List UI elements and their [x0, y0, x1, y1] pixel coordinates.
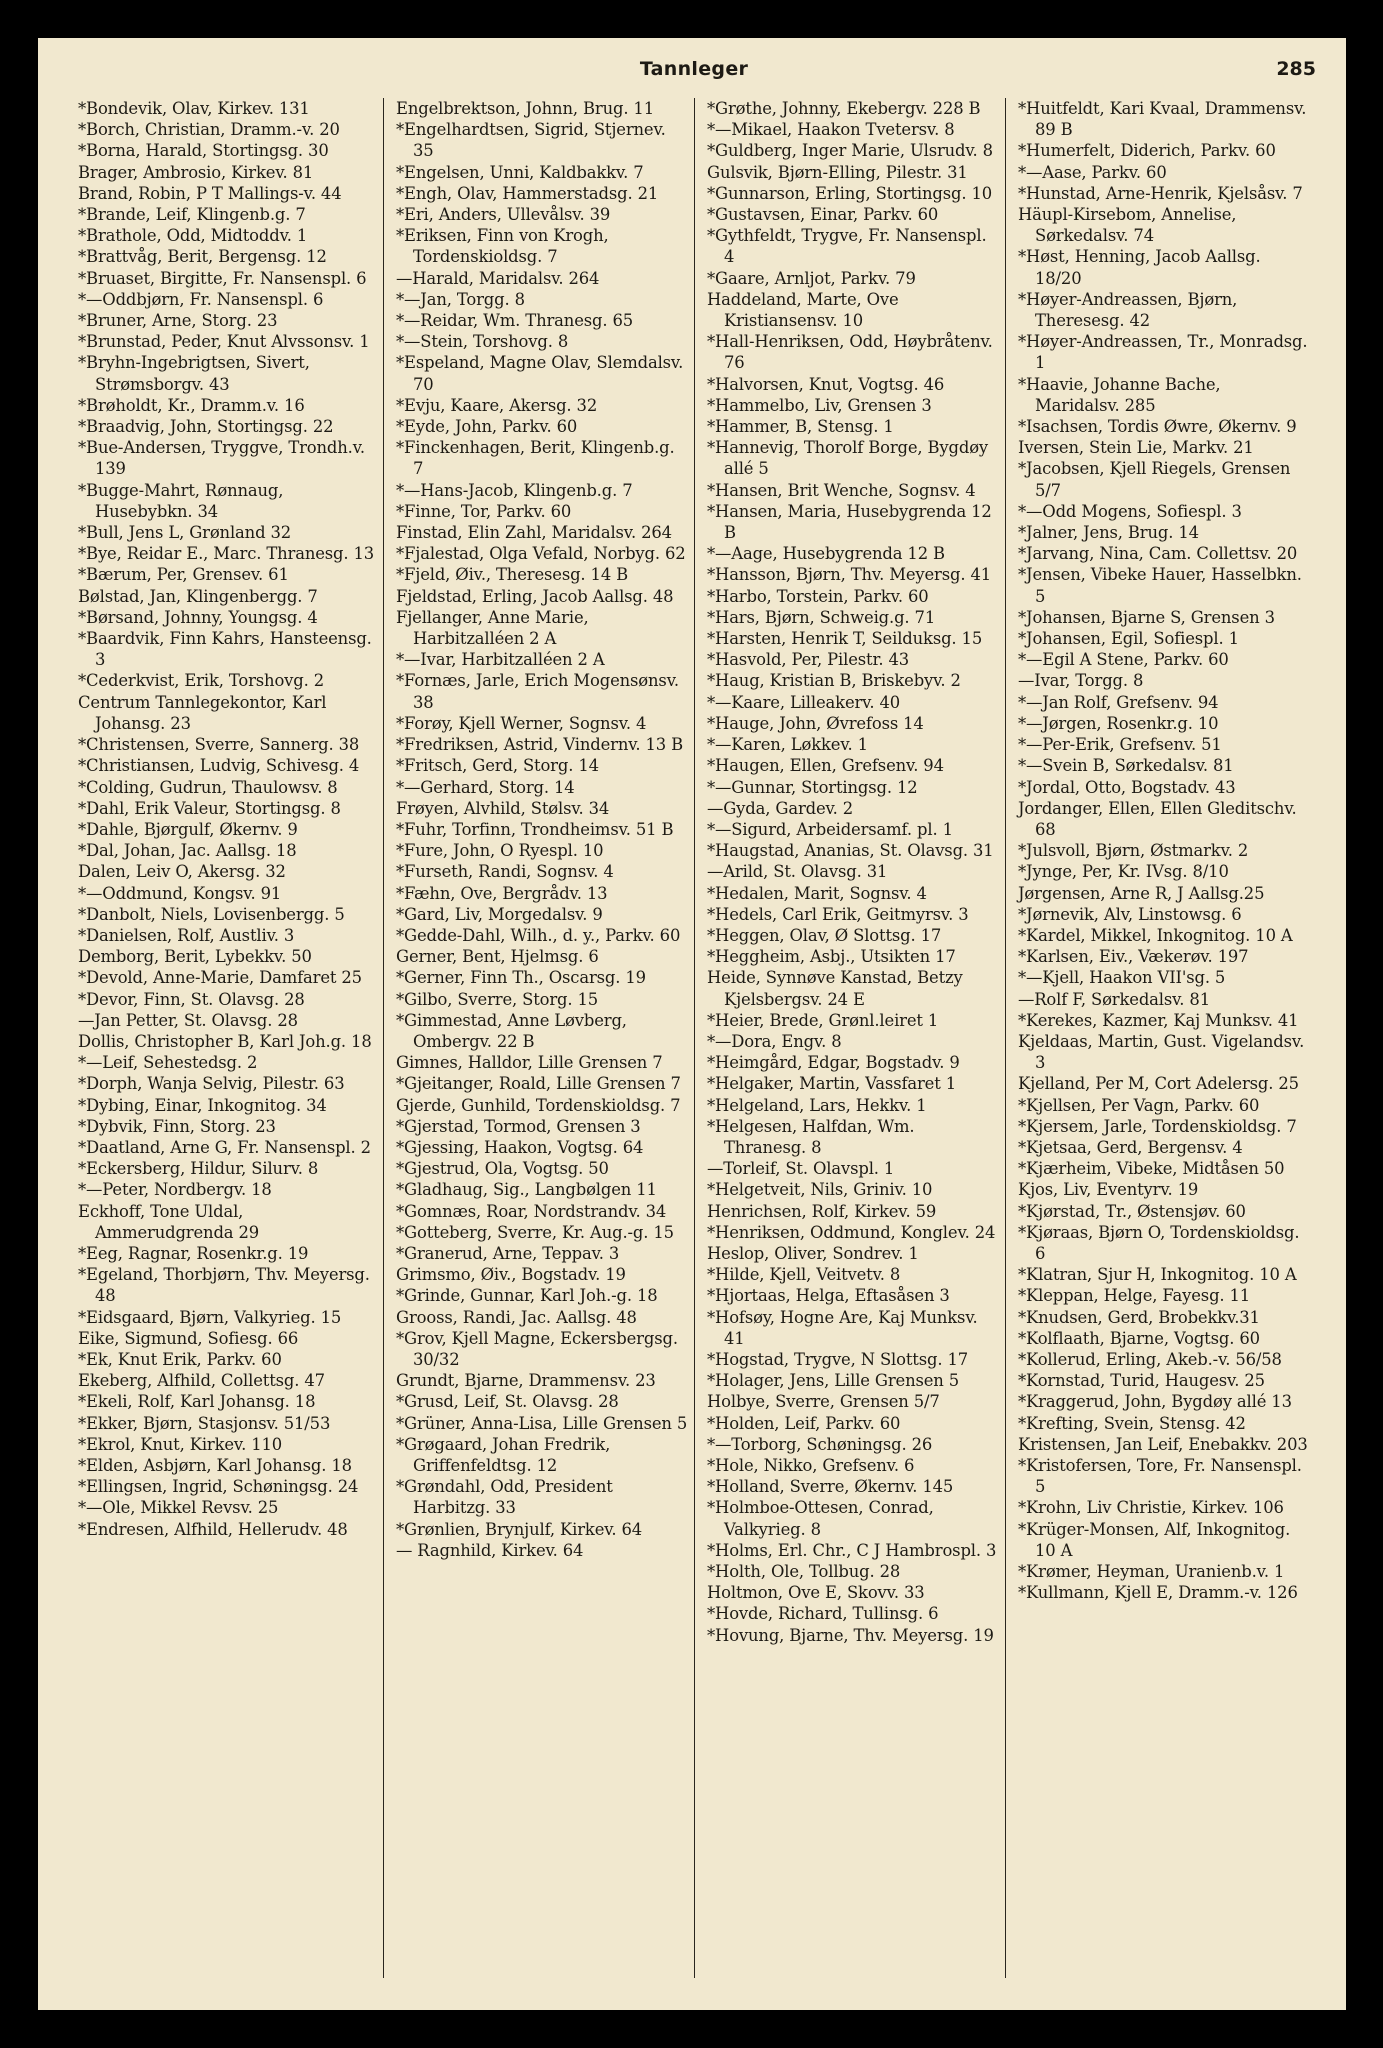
directory-entry: — Ragnhild, Kirkev. 64 — [396, 1540, 584, 1560]
directory-entry: Grooss, Randi, Jac. Aallsg. 48 — [396, 1307, 637, 1327]
column-1 — [72, 98, 383, 1978]
directory-entry: *Gjessing, Haakon, Vogtsg. 64 — [396, 1137, 644, 1157]
directory-entry: *Brunstad, Peder, Knut Alvssonsv. 1 — [78, 332, 370, 352]
directory-entry: *—Jan Rolf, Grefsenv. 94 — [1018, 692, 1219, 712]
directory-entry: —Ivar, Torgg. 8 — [1018, 671, 1144, 691]
directory-entry: *Colding, Gudrun, Thaulowsv. 8 — [78, 777, 338, 797]
directory-entry: *Hammelbo, Liv, Grensen 3 — [707, 395, 932, 415]
directory-entry: *—Ole, Mikkel Revsv. 25 — [78, 1498, 279, 1518]
directory-entry: *Bondevik, Olav, Kirkev. 131 — [78, 99, 310, 118]
directory-entry: *Kullmann, Kjell E, Dramm.-v. 126 — [1018, 1583, 1298, 1603]
directory-entry: *Hilde, Kjell, Veitvetv. 8 — [707, 1265, 901, 1285]
directory-entry: *Furseth, Randi, Sognsv. 4 — [396, 862, 614, 882]
directory-entry: *Kjærheim, Vibeke, Midtåsen 50 — [1018, 1159, 1285, 1179]
directory-entry: Häupl-Kirsebom, Annelise, Sørkedalsv. 74 — [1018, 205, 1237, 246]
directory-entry: *Gjestrud, Ola, Vogtsg. 50 — [396, 1159, 609, 1179]
directory-entry: *Kjellsen, Per Vagn, Parkv. 60 — [1018, 1095, 1260, 1115]
directory-entry: *Hovde, Richard, Tullinsg. 6 — [707, 1604, 939, 1624]
directory-entry: *Cederkvist, Erik, Torshovg. 2 — [78, 671, 325, 691]
directory-entry: *Gedde-Dahl, Wilh., d. y., Parkv. 60 — [396, 925, 681, 945]
directory-entry: *Bye, Reidar E., Marc. Thranesg. 13 — [78, 544, 375, 564]
directory-entry: *Kardel, Mikkel, Inkognitog. 10 A — [1018, 925, 1293, 945]
directory-entry: *—Aage, Husebygrenda 12 B — [707, 544, 945, 564]
directory-entry: *—Jørgen, Rosenkr.g. 10 — [1018, 713, 1219, 733]
directory-columns — [72, 98, 1316, 1978]
directory-entry: *Krohn, Liv Christie, Kirkev. 106 — [1018, 1498, 1284, 1518]
directory-entry: *—Stein, Torshovg. 8 — [396, 332, 569, 352]
directory-entry: *Bull, Jens L, Grønland 32 — [78, 523, 292, 543]
directory-entry: *Engelhardtsen, Sigrid, Stjernev. 35 — [396, 120, 666, 161]
directory-entry: *Gjeitanger, Roald, Lille Grensen 7 — [396, 1074, 681, 1094]
directory-entry: *—Odd Mogens, Sofiespl. 3 — [1018, 501, 1242, 521]
directory-entry: *Krømer, Heyman, Uranienb.v. 1 — [1018, 1562, 1285, 1582]
directory-entry: Gerner, Bent, Hjelmsg. 6 — [396, 947, 599, 967]
directory-entry: *Holth, Ole, Tollbug. 28 — [707, 1562, 901, 1582]
directory-entry: *Grüner, Anna-Lisa, Lille Grensen 5 — [396, 1413, 688, 1433]
column-4 — [1005, 98, 1316, 1978]
directory-entry: *Hjortaas, Helga, Eftasåsen 3 — [707, 1286, 950, 1306]
directory-entry: *Egeland, Thorbjørn, Thv. Meyersg. 48 — [78, 1265, 370, 1306]
directory-entry: *Finckenhagen, Berit, Klingenb.g. 7 — [396, 438, 675, 479]
directory-entry: *—Mikael, Haakon Tvetersv. 8 — [707, 120, 955, 140]
column-3 — [694, 98, 1005, 1978]
directory-entry: *—Egil A Stene, Parkv. 60 — [1018, 650, 1229, 670]
directory-entry: *Jensen, Vibeke Hauer, Hasselbkn. 5 — [1018, 565, 1302, 606]
directory-entry: *Henriksen, Oddmund, Konglev. 24 — [707, 1222, 996, 1242]
directory-entry: *Grøndahl, Odd, President Harbitzg. 33 — [396, 1477, 613, 1518]
directory-entry: Brand, Robin, P T Mallings-v. 44 — [78, 183, 342, 203]
directory-entry: *Brathole, Odd, Midtoddv. 1 — [78, 226, 308, 246]
column-2 — [383, 98, 694, 1978]
directory-entry: Kristensen, Jan Leif, Enebakkv. 203 — [1018, 1434, 1308, 1454]
directory-entry: *Elden, Asbjørn, Karl Johansg. 18 — [78, 1456, 352, 1475]
directory-entry: *Brattvåg, Berit, Bergensg. 12 — [78, 247, 327, 267]
directory-entry: *Danbolt, Niels, Lovisenbergg. 5 — [78, 904, 345, 924]
directory-entry: Fjeldstad, Erling, Jacob Aallsg. 48 — [396, 586, 674, 606]
directory-entry: *Helgesen, Halfdan, Wm. Thranesg. 8 — [707, 1116, 915, 1157]
directory-entry: *Klatran, Sjur H, Inkognitog. 10 A — [1018, 1265, 1297, 1285]
directory-entry: *Høst, Henning, Jacob Aallsg. 18/20 — [1018, 247, 1261, 288]
directory-entry: *Helgeland, Lars, Hekkv. 1 — [707, 1095, 927, 1115]
directory-entry: Eike, Sigmund, Sofiesg. 66 — [78, 1328, 299, 1348]
directory-entry: —Arild, St. Olavsg. 31 — [707, 862, 888, 882]
directory-entry: *Kleppan, Helge, Fayesg. 11 — [1018, 1286, 1251, 1306]
directory-entry: *—Kaare, Lilleakerv. 40 — [707, 692, 901, 712]
directory-entry: *Fjeld, Øiv., Theresesg. 14 B — [396, 565, 629, 585]
directory-entry: *Forøy, Kjell Werner, Sognsv. 4 — [396, 713, 647, 733]
directory-entry: *Hedels, Carl Erik, Geitmyrsv. 3 — [707, 904, 969, 924]
directory-entry: *Kjørstad, Tr., Østensjøv. 60 — [1018, 1201, 1246, 1221]
directory-entry: *Holmboe-Ottesen, Conrad, Valkyrieg. 8 — [707, 1498, 934, 1539]
directory-entry: *—Hans-Jacob, Klingenb.g. 7 — [396, 480, 633, 500]
directory-entry: *Ekeli, Rolf, Karl Johansg. 18 — [78, 1392, 316, 1412]
directory-entry: *Dorph, Wanja Selvig, Pilestr. 63 — [78, 1074, 345, 1094]
directory-entry: Kjeldaas, Martin, Gust. Vigelandsv. 3 — [1018, 1031, 1305, 1073]
directory-entry: *Hedalen, Marit, Sognsv. 4 — [707, 883, 927, 903]
directory-entry: *Eidsgaard, Bjørn, Valkyrieg. 15 — [78, 1307, 342, 1327]
directory-entry: *—Leif, Sehestedsg. 2 — [78, 1053, 258, 1073]
directory-entry: *Harbo, Torstein, Parkv. 60 — [707, 586, 929, 606]
directory-entry: Centrum Tannlegekontor, Karl Johansg. 23 — [78, 692, 327, 733]
directory-entry: —Jan Petter, St. Olavsg. 28 — [78, 1010, 298, 1030]
directory-entry: *Grusd, Leif, St. Olavsg. 28 — [396, 1392, 619, 1412]
directory-entry: *Hauge, John, Øvrefoss 14 — [707, 713, 924, 733]
directory-entry: *Fæhn, Ove, Bergrådv. 13 — [396, 883, 608, 903]
directory-entry: *Gilbo, Sverre, Storg. 15 — [396, 989, 599, 1009]
directory-entry: *Fure, John, O Ryespl. 10 — [396, 841, 604, 861]
directory-entry: Holtmon, Ove E, Skovv. 33 — [707, 1583, 925, 1603]
directory-entry: *Kjøraas, Bjørn O, Tordenskioldsg. 6 — [1018, 1222, 1300, 1263]
directory-entry: *Grinde, Gunnar, Karl Joh.-g. 18 — [396, 1286, 658, 1306]
directory-entry: *Bruaset, Birgitte, Fr. Nansenspl. 6 — [78, 268, 367, 288]
directory-entry: *Krüger-Monsen, Alf, Inkognitog. 10 A — [1018, 1519, 1291, 1560]
directory-entry: Eckhoff, Tone Uldal, Ammerudgrenda 29 — [78, 1201, 260, 1242]
directory-entry: *Jarvang, Nina, Cam. Collettsv. 20 — [1018, 544, 1298, 564]
directory-entry: *Bue-Andersen, Tryggve, Trondh.v. 139 — [78, 438, 365, 479]
directory-entry: *—Ivar, Harbitzalléen 2 A — [396, 650, 605, 670]
directory-entry: *Danielsen, Rolf, Austliv. 3 — [78, 925, 295, 945]
directory-entry: *Engh, Olav, Hammerstadsg. 21 — [396, 183, 659, 203]
directory-entry: *—Peter, Nordbergv. 18 — [78, 1180, 272, 1200]
directory-entry: *Karlsen, Eiv., Vækerøv. 197 — [1018, 947, 1249, 967]
directory-entry: Gjerde, Gunhild, Tordenskioldsg. 7 — [396, 1095, 681, 1115]
directory-entry: Kjelland, Per M, Cort Adelersg. 25 — [1018, 1074, 1299, 1094]
directory-entry: *Fjalestad, Olga Vefald, Norbyg. 62 — [396, 544, 686, 564]
directory-entry: *Gaare, Arnljot, Parkv. 79 — [707, 268, 916, 288]
directory-entry: *Fornæs, Jarle, Erich Mogensønsv. 38 — [396, 671, 679, 712]
directory-entry: Grimsmo, Øiv., Bogstadv. 19 — [396, 1265, 626, 1285]
directory-entry: *Engelsen, Unni, Kaldbakkv. 7 — [396, 162, 644, 182]
directory-entry: Heide, Synnøve Kanstad, Betzy Kjelsbergsv. 24 E — [707, 968, 963, 1009]
directory-entry: —Harald, Maridalsv. 264 — [396, 268, 600, 288]
directory-entry: *—Oddbjørn, Fr. Nansenspl. 6 — [78, 289, 324, 309]
directory-entry: *Dahl, Erik Valeur, Stortingsg. 8 — [78, 798, 341, 818]
directory-entry: *Ekker, Bjørn, Stasjonsv. 51/53 — [78, 1413, 331, 1433]
directory-entry: *Høyer-Andreassen, Tr., Monradsg. 1 — [1018, 332, 1308, 373]
directory-entry: *Johansen, Egil, Sofiespl. 1 — [1018, 629, 1239, 649]
directory-entry: *Ellingsen, Ingrid, Schøningsg. 24 — [78, 1477, 359, 1497]
directory-entry: *Kristofersen, Tore, Fr. Nansenspl. 5 — [1018, 1456, 1302, 1497]
directory-entry: *Hars, Bjørn, Schweig.g. 71 — [707, 607, 936, 627]
directory-entry: *—Torborg, Schøningsg. 26 — [707, 1434, 933, 1454]
directory-entry: *Dahle, Bjørgulf, Økernv. 9 — [78, 819, 298, 839]
directory-entry: *Brøholdt, Kr., Dramm.v. 16 — [78, 395, 305, 415]
directory-entry: *Borch, Christian, Dramm.-v. 20 — [78, 120, 340, 140]
directory-entry: Frøyen, Alvhild, Stølsv. 34 — [396, 798, 610, 818]
directory-entry: *Kollerud, Erling, Akeb.-v. 56/58 — [1018, 1349, 1282, 1369]
directory-entry: Gimnes, Halldor, Lille Grensen 7 — [396, 1053, 663, 1073]
directory-entry: Ekeberg, Alfhild, Collettsg. 47 — [78, 1371, 325, 1391]
directory-entry: *—Kjell, Haakon VII'sg. 5 — [1018, 968, 1226, 988]
directory-entry: *Jordal, Otto, Bogstadv. 43 — [1018, 777, 1236, 797]
directory-entry: *—Gunnar, Stortingsg. 12 — [707, 777, 918, 797]
directory-entry: *Devor, Finn, St. Olavsg. 28 — [78, 989, 305, 1009]
directory-entry: *Hofsøy, Hogne Are, Kaj Munksv. 41 — [707, 1307, 978, 1348]
directory-entry: Dalen, Leiv O, Akersg. 32 — [78, 862, 286, 882]
directory-entry: *—Gerhard, Storg. 14 — [396, 777, 575, 797]
directory-entry: *Bryhn-Ingebrigtsen, Sivert, Strømsborgv. 43 — [78, 353, 310, 394]
directory-entry: Brager, Ambrosio, Kirkev. 81 — [78, 162, 314, 182]
directory-entry: Iversen, Stein Lie, Markv. 21 — [1018, 438, 1254, 458]
directory-entry: *Ek, Knut Erik, Parkv. 60 — [78, 1349, 282, 1369]
directory-entry: *Fritsch, Gerd, Storg. 14 — [396, 756, 599, 776]
directory-entry: *Fredriksen, Astrid, Vindernv. 13 B — [396, 735, 684, 755]
directory-entry: *Gunnarson, Erling, Stortingsg. 10 — [707, 183, 993, 203]
directory-entry: *Hall-Henriksen, Odd, Høybråtenv. 76 — [707, 332, 993, 373]
directory-entry: *Jacobsen, Kjell Riegels, Grensen 5/7 — [1018, 459, 1291, 500]
directory-entry: *Eriksen, Finn von Krogh, Tordenskioldsg. 7 — [396, 226, 609, 267]
directory-entry: *Holland, Sverre, Økernv. 145 — [707, 1477, 954, 1497]
directory-entry: *Børsand, Johnny, Youngsg. 4 — [78, 607, 318, 627]
directory-entry: Finstad, Elin Zahl, Maridalsv. 264 — [396, 523, 672, 543]
directory-entry: Fjellanger, Anne Marie, Harbitzalléen 2 A — [396, 607, 589, 649]
directory-entry: *Halvorsen, Knut, Vogtsg. 46 — [707, 374, 945, 394]
directory-entry: *Johansen, Bjarne S, Grensen 3 — [1018, 607, 1275, 627]
directory-entry: *Holager, Jens, Lille Grensen 5 — [707, 1371, 960, 1391]
directory-entry: *Gomnæs, Roar, Nordstrandv. 34 — [396, 1201, 667, 1221]
directory-entry: *Bruner, Arne, Storg. 23 — [78, 311, 278, 331]
directory-entry: *Espeland, Magne Olav, Slemdalsv. 70 — [396, 353, 684, 394]
directory-entry: Jørgensen, Arne R, J Aallsg.25 — [1018, 883, 1265, 903]
directory-entry: Demborg, Berit, Lybekkv. 50 — [78, 947, 312, 967]
page-header — [72, 58, 1316, 98]
directory-entry: *Gimmestad, Anne Løvberg, Ombergv. 22 B — [396, 1010, 627, 1051]
directory-entry: *Krefting, Svein, Stensg. 42 — [1018, 1413, 1246, 1433]
directory-entry: *Christiansen, Ludvig, Schivesg. 4 — [78, 756, 360, 776]
directory-entry: *Haug, Kristian B, Briskebyv. 2 — [707, 671, 961, 691]
directory-entry: *Heier, Brede, Grønl.leiret 1 — [707, 1010, 939, 1030]
directory-entry: *Knudsen, Gerd, Brobekkv.31 — [1018, 1307, 1260, 1327]
directory-entry: *Gerner, Finn Th., Oscarsg. 19 — [396, 968, 646, 988]
directory-entry: *Humerfelt, Diderich, Parkv. 60 — [1018, 141, 1276, 161]
directory-entry: *Gard, Liv, Morgedalsv. 9 — [396, 904, 603, 924]
directory-entry: Gulsvik, Bjørn-Elling, Pilestr. 31 — [707, 162, 968, 182]
directory-entry: *Kjersem, Jarle, Tordenskioldsg. 7 — [1018, 1116, 1297, 1136]
directory-entry: *Bærum, Per, Grensev. 61 — [78, 565, 289, 585]
page-title: Tannleger — [639, 58, 749, 80]
directory-entry: *Dybing, Einar, Inkognitog. 34 — [78, 1095, 327, 1115]
directory-entry: *Holms, Erl. Chr., C J Hambrospl. 3 — [707, 1540, 997, 1560]
directory-entry: Holbye, Sverre, Grensen 5/7 — [707, 1392, 940, 1412]
directory-entry: Bølstad, Jan, Klingenbergg. 7 — [78, 586, 318, 606]
directory-entry: *Heggheim, Asbj., Utsikten 17 — [707, 947, 956, 967]
directory-entry: *Evju, Kaare, Akersg. 32 — [396, 395, 598, 415]
directory-entry: *Grøgaard, Johan Fredrik, Griffenfeldtsg. 12 — [396, 1434, 611, 1475]
directory-entry: *Daatland, Arne G, Fr. Nansenspl. 2 — [78, 1137, 371, 1157]
directory-entry: *Kjetsaa, Gerd, Bergensv. 4 — [1018, 1137, 1243, 1157]
directory-entry: *Finne, Tor, Parkv. 60 — [396, 501, 572, 521]
directory-entry: Grundt, Bjarne, Drammensv. 23 — [396, 1371, 656, 1391]
directory-entry: *Helgaker, Martin, Vassfaret 1 — [707, 1074, 957, 1094]
directory-entry: Engelbrektson, Johnn, Brug. 11 — [396, 99, 654, 118]
directory-entry: *—Svein B, Sørkedalsv. 81 — [1018, 756, 1234, 776]
directory-entry: *Grøthe, Johnny, Ekebergv. 228 B — [707, 99, 981, 118]
directory-entry: *Kolflaath, Bjarne, Vogtsg. 60 — [1018, 1328, 1260, 1348]
directory-entry: *Gotteberg, Sverre, Kr. Aug.-g. 15 — [396, 1222, 674, 1242]
directory-entry: *Hansson, Bjørn, Thv. Meyersg. 41 — [707, 565, 992, 585]
directory-entry: *Grov, Kjell Magne, Eckersbergsg. 30/32 — [396, 1328, 678, 1369]
directory-entry: *—Dora, Engv. 8 — [707, 1031, 842, 1051]
directory-entry: Haddeland, Marte, Ove Kristiansensv. 10 — [707, 289, 899, 331]
page-number: 285 — [1276, 58, 1316, 80]
directory-entry: *Hovung, Bjarne, Thv. Meyersg. 19 — [707, 1625, 994, 1645]
directory-entry: *—Karen, Løkkev. 1 — [707, 735, 868, 755]
directory-entry: *Granerud, Arne, Teppav. 3 — [396, 1243, 620, 1263]
directory-entry: *Haugstad, Ananias, St. Olavsg. 31 — [707, 841, 994, 861]
directory-entry: *Guldberg, Inger Marie, Ulsrudv. 8 — [707, 141, 993, 161]
directory-entry: *Christensen, Sverre, Sannerg. 38 — [78, 735, 360, 755]
directory-entry: Kjos, Liv, Eventyrv. 19 — [1018, 1180, 1199, 1200]
directory-entry: *Hunstad, Arne-Henrik, Kjelsåsv. 7 — [1018, 183, 1303, 203]
directory-entry: *—Per-Erik, Grefsenv. 51 — [1018, 735, 1222, 755]
directory-entry: *Kornstad, Turid, Haugesv. 25 — [1018, 1371, 1265, 1391]
directory-entry: *Jørnevik, Alv, Linstowsg. 6 — [1018, 904, 1242, 924]
directory-entry: —Gyda, Gardev. 2 — [707, 798, 854, 818]
directory-entry: *Gjerstad, Tormod, Grensen 3 — [396, 1116, 641, 1136]
directory-entry: *Jalner, Jens, Brug. 14 — [1018, 523, 1199, 543]
directory-entry: *Haugen, Ellen, Grefsenv. 94 — [707, 756, 944, 776]
directory-entry: *Bugge-Mahrt, Rønnaug, Husebybkn. 34 — [78, 480, 284, 521]
directory-entry: *Brande, Leif, Klingenb.g. 7 — [78, 205, 306, 225]
directory-entry: *Devold, Anne-Marie, Damfaret 25 — [78, 968, 362, 988]
directory-entry: *Braadvig, John, Stortingsg. 22 — [78, 417, 334, 437]
directory-entry: *—Aase, Parkv. 60 — [1018, 162, 1167, 182]
directory-entry: —Torleif, St. Olavspl. 1 — [707, 1159, 895, 1179]
directory-entry: *Harsten, Henrik T, Seilduksg. 15 — [707, 629, 983, 649]
directory-entry: *Hansen, Brit Wenche, Sognsv. 4 — [707, 480, 976, 500]
directory-entry: *Julsvoll, Bjørn, Østmarkv. 2 — [1018, 841, 1249, 861]
directory-entry: *Hogstad, Trygve, N Slottsg. 17 — [707, 1349, 969, 1369]
directory-entry: *Kerekes, Kazmer, Kaj Munksv. 41 — [1018, 1010, 1299, 1030]
directory-entry: *Helgetveit, Nils, Griniv. 10 — [707, 1180, 933, 1200]
directory-entry: Henrichsen, Rolf, Kirkev. 59 — [707, 1201, 937, 1221]
directory-entry: *Gustavsen, Einar, Parkv. 60 — [707, 205, 939, 225]
directory-entry: *Fuhr, Torfinn, Trondheimsv. 51 B — [396, 819, 674, 839]
directory-entry: *Heimgård, Edgar, Bogstadv. 9 — [707, 1053, 960, 1073]
directory-entry: *Isachsen, Tordis Øwre, Økernv. 9 — [1018, 417, 1297, 437]
directory-entry: Jordanger, Ellen, Ellen Gleditschv. 68 — [1018, 798, 1297, 839]
directory-entry: *Grønlien, Brynjulf, Kirkev. 64 — [396, 1519, 643, 1539]
directory-entry: *Holden, Leif, Parkv. 60 — [707, 1413, 901, 1433]
directory-entry: *Endresen, Alfhild, Hellerudv. 48 — [78, 1519, 348, 1539]
directory-entry: *Huitfeldt, Kari Kvaal, Drammensv. 89 B — [1018, 99, 1307, 140]
directory-entry: *Gythfeldt, Trygve, Fr. Nansenspl. 4 — [707, 226, 987, 267]
directory-entry: *Høyer-Andreassen, Bjørn, Theresesg. 42 — [1018, 289, 1238, 331]
directory-entry: *Hammer, B, Stensg. 1 — [707, 417, 894, 437]
directory-entry: *Gladhaug, Sig., Langbølgen 11 — [396, 1180, 657, 1200]
directory-entry: *—Sigurd, Arbeidersamf. pl. 1 — [707, 819, 953, 839]
directory-entry: *Eyde, John, Parkv. 60 — [396, 417, 578, 437]
directory-entry: *Haavie, Johanne Bache, Maridalsv. 285 — [1018, 374, 1221, 415]
directory-entry: *Hole, Nikko, Grefsenv. 6 — [707, 1456, 915, 1475]
directory-entry: *Hansen, Maria, Husebygrenda 12 B — [707, 501, 992, 543]
directory-entry: *Borna, Harald, Stortingsg. 30 — [78, 141, 329, 161]
directory-entry: *—Oddmund, Kongsv. 91 — [78, 883, 282, 903]
directory-page — [38, 38, 1346, 2010]
directory-entry: *Hasvold, Per, Pilestr. 43 — [707, 650, 910, 670]
directory-entry: —Rolf F, Sørkedalsv. 81 — [1018, 989, 1210, 1009]
directory-entry: *Dybvik, Finn, Storg. 23 — [78, 1116, 276, 1136]
directory-entry: *Ekrol, Knut, Kirkev. 110 — [78, 1434, 283, 1454]
directory-entry: *Kraggerud, John, Bygdøy allé 13 — [1018, 1392, 1292, 1412]
directory-entry: *Eri, Anders, Ullevålsv. 39 — [396, 205, 611, 225]
directory-entry: *Dal, Johan, Jac. Aallsg. 18 — [78, 841, 297, 861]
directory-entry: *—Reidar, Wm. Thranesg. 65 — [396, 311, 634, 331]
directory-entry: *Baardvik, Finn Kahrs, Hansteensg. 3 — [78, 629, 372, 670]
directory-entry: *Heggen, Olav, Ø Slottsg. 17 — [707, 925, 942, 945]
directory-entry: *Jynge, Per, Kr. IVsg. 8/10 — [1018, 862, 1229, 882]
directory-entry: Dollis, Christopher B, Karl Joh.g. 18 — [78, 1031, 372, 1051]
directory-entry: *Eeg, Ragnar, Rosenkr.g. 19 — [78, 1243, 309, 1263]
directory-entry: *—Jan, Torgg. 8 — [396, 289, 525, 309]
directory-entry: *Hannevig, Thorolf Borge, Bygdøy allé 5 — [707, 438, 989, 479]
directory-entry: Heslop, Oliver, Sondrev. 1 — [707, 1243, 919, 1263]
directory-entry: *Eckersberg, Hildur, Silurv. 8 — [78, 1159, 319, 1179]
